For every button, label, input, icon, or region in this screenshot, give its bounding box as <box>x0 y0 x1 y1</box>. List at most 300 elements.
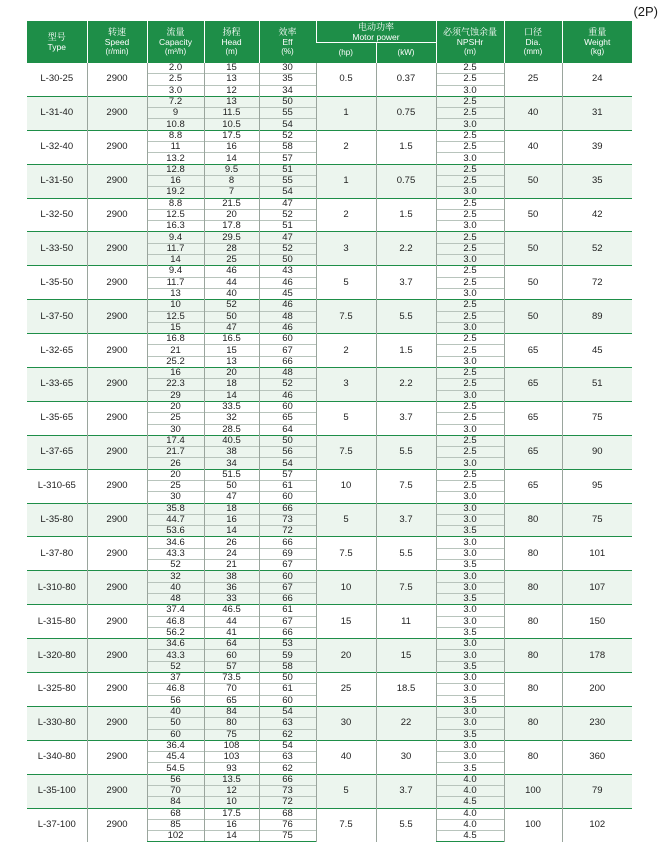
pump-spec-table <box>27 21 632 842</box>
eff-cell: 66 <box>259 774 316 785</box>
npshr-cell: 3.0 <box>436 616 504 627</box>
npshr-cell: 3.0 <box>436 153 504 164</box>
npshr-cell: 3.5 <box>436 593 504 604</box>
eff-cell: 48 <box>259 311 316 322</box>
motor-kw-cell: 3.7 <box>376 266 436 300</box>
head-cell: 12 <box>204 786 259 797</box>
motor-kw-cell: 5.5 <box>376 300 436 334</box>
weight-cell: 200 <box>562 673 632 707</box>
dia-cell: 80 <box>504 571 562 605</box>
weight-cell: 102 <box>562 808 632 842</box>
head-cell: 16 <box>204 819 259 830</box>
head-cell: 47 <box>204 322 259 333</box>
npshr-cell: 3.0 <box>436 548 504 559</box>
dia-cell: 65 <box>504 368 562 402</box>
npshr-cell: 3.0 <box>436 221 504 232</box>
npshr-cell: 3.0 <box>436 673 504 684</box>
dia-cell: 80 <box>504 740 562 774</box>
model-cell: L-35-100 <box>27 774 87 808</box>
capacity-cell: 102 <box>147 831 204 842</box>
motor-kw-cell: 1.5 <box>376 130 436 164</box>
table-row <box>27 706 632 717</box>
model-cell: L-315-80 <box>27 605 87 639</box>
npshr-cell: 3.0 <box>436 424 504 435</box>
header-dia: 口径 Dia. (mm) <box>504 21 562 63</box>
eff-cell: 46 <box>259 300 316 311</box>
capacity-cell: 12.5 <box>147 209 204 220</box>
capacity-cell: 60 <box>147 729 204 740</box>
eff-cell: 62 <box>259 763 316 774</box>
dia-cell: 80 <box>504 706 562 740</box>
table-row <box>27 808 632 819</box>
capacity-cell: 21 <box>147 345 204 356</box>
eff-cell: 60 <box>259 334 316 345</box>
eff-cell: 67 <box>259 582 316 593</box>
capacity-cell: 56.2 <box>147 627 204 638</box>
capacity-cell: 15 <box>147 322 204 333</box>
capacity-cell: 46.8 <box>147 684 204 695</box>
capacity-cell: 17.4 <box>147 435 204 446</box>
head-cell: 21 <box>204 560 259 571</box>
speed-cell: 2900 <box>87 368 147 402</box>
eff-cell: 46 <box>259 390 316 401</box>
npshr-cell: 3.0 <box>436 85 504 96</box>
eff-cell: 66 <box>259 537 316 548</box>
eff-cell: 54 <box>259 740 316 751</box>
head-cell: 13 <box>204 356 259 367</box>
eff-cell: 43 <box>259 266 316 277</box>
npshr-cell: 3.0 <box>436 514 504 525</box>
speed-cell: 2900 <box>87 537 147 571</box>
npshr-cell: 2.5 <box>436 164 504 175</box>
head-cell: 33 <box>204 593 259 604</box>
weight-cell: 107 <box>562 571 632 605</box>
npshr-cell: 3.0 <box>436 639 504 650</box>
header-motor-power: 电动功率 Motor power <box>316 21 436 43</box>
head-cell: 13.5 <box>204 774 259 785</box>
head-cell: 64 <box>204 639 259 650</box>
head-cell: 25 <box>204 255 259 266</box>
capacity-cell: 16 <box>147 368 204 379</box>
motor-kw-cell: 5.5 <box>376 435 436 469</box>
table-row <box>27 605 632 616</box>
model-cell: L-320-80 <box>27 639 87 673</box>
npshr-cell: 4.0 <box>436 819 504 830</box>
npshr-cell: 3.0 <box>436 752 504 763</box>
npshr-cell: 3.0 <box>436 288 504 299</box>
header-npshr: 必须气蚀余量 NPSHr (m) <box>436 21 504 63</box>
weight-cell: 79 <box>562 774 632 808</box>
speed-cell: 2900 <box>87 266 147 300</box>
weight-cell: 35 <box>562 164 632 198</box>
npshr-cell: 2.5 <box>436 277 504 288</box>
eff-cell: 54 <box>259 187 316 198</box>
eff-cell: 61 <box>259 480 316 491</box>
npshr-cell: 3.5 <box>436 695 504 706</box>
table-row <box>27 232 632 243</box>
motor-kw-cell: 0.37 <box>376 63 436 97</box>
motor-hp-cell: 2 <box>316 198 376 232</box>
weight-cell: 42 <box>562 198 632 232</box>
eff-cell: 52 <box>259 130 316 141</box>
motor-hp-cell: 40 <box>316 740 376 774</box>
dia-cell: 50 <box>504 198 562 232</box>
npshr-cell: 2.5 <box>436 447 504 458</box>
head-cell: 15 <box>204 345 259 356</box>
table-row <box>27 266 632 277</box>
npshr-cell: 3.0 <box>436 650 504 661</box>
eff-cell: 66 <box>259 356 316 367</box>
table-row <box>27 63 632 74</box>
weight-cell: 360 <box>562 740 632 774</box>
npshr-cell: 3.0 <box>436 255 504 266</box>
motor-hp-cell: 5 <box>316 774 376 808</box>
motor-kw-cell: 5.5 <box>376 537 436 571</box>
capacity-cell: 7.2 <box>147 96 204 107</box>
eff-cell: 52 <box>259 379 316 390</box>
dia-cell: 100 <box>504 808 562 842</box>
speed-cell: 2900 <box>87 130 147 164</box>
capacity-cell: 20 <box>147 469 204 480</box>
capacity-cell: 52 <box>147 661 204 672</box>
header-motor-hp: (hp) <box>316 43 376 63</box>
capacity-cell: 40 <box>147 706 204 717</box>
capacity-cell: 37.4 <box>147 605 204 616</box>
model-cell: L-37-50 <box>27 300 87 334</box>
motor-kw-cell: 11 <box>376 605 436 639</box>
capacity-cell: 9 <box>147 108 204 119</box>
head-cell: 51.5 <box>204 469 259 480</box>
eff-cell: 60 <box>259 401 316 412</box>
motor-kw-cell: 22 <box>376 706 436 740</box>
capacity-cell: 32 <box>147 571 204 582</box>
capacity-cell: 11.7 <box>147 277 204 288</box>
dia-cell: 25 <box>504 63 562 97</box>
capacity-cell: 35.8 <box>147 503 204 514</box>
speed-cell: 2900 <box>87 401 147 435</box>
eff-cell: 72 <box>259 797 316 808</box>
model-cell: L-31-40 <box>27 96 87 130</box>
dia-cell: 80 <box>504 673 562 707</box>
capacity-cell: 43.3 <box>147 548 204 559</box>
eff-cell: 62 <box>259 729 316 740</box>
eff-cell: 46 <box>259 322 316 333</box>
eff-cell: 50 <box>259 673 316 684</box>
model-cell: L-37-100 <box>27 808 87 842</box>
capacity-cell: 30 <box>147 424 204 435</box>
table-row <box>27 537 632 548</box>
model-cell: L-33-65 <box>27 368 87 402</box>
head-cell: 44 <box>204 616 259 627</box>
npshr-cell: 3.5 <box>436 661 504 672</box>
capacity-cell: 85 <box>147 819 204 830</box>
eff-cell: 52 <box>259 243 316 254</box>
head-cell: 38 <box>204 571 259 582</box>
weight-cell: 24 <box>562 63 632 97</box>
model-cell: L-325-80 <box>27 673 87 707</box>
head-cell: 60 <box>204 650 259 661</box>
head-cell: 9.5 <box>204 164 259 175</box>
table-row <box>27 368 632 379</box>
table-row <box>27 198 632 209</box>
eff-cell: 65 <box>259 413 316 424</box>
eff-cell: 56 <box>259 447 316 458</box>
weight-cell: 89 <box>562 300 632 334</box>
capacity-cell: 48 <box>147 593 204 604</box>
table-body <box>27 63 632 842</box>
head-cell: 29.5 <box>204 232 259 243</box>
npshr-cell: 3.0 <box>436 706 504 717</box>
speed-cell: 2900 <box>87 639 147 673</box>
head-cell: 13 <box>204 96 259 107</box>
head-cell: 17.8 <box>204 221 259 232</box>
motor-hp-cell: 1 <box>316 164 376 198</box>
model-cell: L-37-65 <box>27 435 87 469</box>
npshr-cell: 3.0 <box>436 503 504 514</box>
head-cell: 34 <box>204 458 259 469</box>
eff-cell: 63 <box>259 718 316 729</box>
capacity-cell: 11 <box>147 142 204 153</box>
dia-cell: 65 <box>504 469 562 503</box>
head-cell: 18 <box>204 503 259 514</box>
head-cell: 57 <box>204 661 259 672</box>
motor-kw-cell: 7.5 <box>376 469 436 503</box>
head-cell: 32 <box>204 413 259 424</box>
capacity-cell: 29 <box>147 390 204 401</box>
capacity-cell: 20 <box>147 401 204 412</box>
eff-cell: 47 <box>259 232 316 243</box>
motor-hp-cell: 7.5 <box>316 537 376 571</box>
head-cell: 46.5 <box>204 605 259 616</box>
head-cell: 16 <box>204 514 259 525</box>
npshr-cell: 4.0 <box>436 808 504 819</box>
model-cell: L-330-80 <box>27 706 87 740</box>
motor-kw-cell: 7.5 <box>376 571 436 605</box>
capacity-cell: 37 <box>147 673 204 684</box>
motor-hp-cell: 5 <box>316 401 376 435</box>
npshr-cell: 2.5 <box>436 469 504 480</box>
capacity-cell: 13.2 <box>147 153 204 164</box>
npshr-cell: 3.0 <box>436 571 504 582</box>
head-cell: 16.5 <box>204 334 259 345</box>
npshr-cell: 2.5 <box>436 63 504 74</box>
eff-cell: 47 <box>259 198 316 209</box>
head-cell: 33.5 <box>204 401 259 412</box>
motor-hp-cell: 10 <box>316 571 376 605</box>
motor-hp-cell: 25 <box>316 673 376 707</box>
capacity-cell: 16 <box>147 175 204 186</box>
npshr-cell: 2.5 <box>436 209 504 220</box>
motor-hp-cell: 2 <box>316 130 376 164</box>
speed-cell: 2900 <box>87 605 147 639</box>
motor-hp-cell: 5 <box>316 503 376 537</box>
weight-cell: 75 <box>562 401 632 435</box>
head-cell: 44 <box>204 277 259 288</box>
dia-cell: 50 <box>504 300 562 334</box>
model-cell: L-32-50 <box>27 198 87 232</box>
npshr-cell: 2.5 <box>436 311 504 322</box>
motor-kw-cell: 1.5 <box>376 334 436 368</box>
head-cell: 18 <box>204 379 259 390</box>
table-row <box>27 130 632 141</box>
npshr-cell: 2.5 <box>436 334 504 345</box>
header-eff: 效率 Eff (%) <box>259 21 316 63</box>
head-cell: 17.5 <box>204 130 259 141</box>
capacity-cell: 25.2 <box>147 356 204 367</box>
eff-cell: 46 <box>259 277 316 288</box>
npshr-cell: 3.0 <box>436 356 504 367</box>
weight-cell: 39 <box>562 130 632 164</box>
weight-cell: 230 <box>562 706 632 740</box>
npshr-cell: 3.5 <box>436 729 504 740</box>
speed-cell: 2900 <box>87 774 147 808</box>
npshr-cell: 2.5 <box>436 198 504 209</box>
speed-cell: 2900 <box>87 232 147 266</box>
capacity-cell: 25 <box>147 480 204 491</box>
motor-kw-cell: 18.5 <box>376 673 436 707</box>
npshr-cell: 3.0 <box>436 187 504 198</box>
capacity-cell: 14 <box>147 255 204 266</box>
dia-cell: 80 <box>504 605 562 639</box>
model-cell: L-310-65 <box>27 469 87 503</box>
eff-cell: 73 <box>259 514 316 525</box>
motor-hp-cell: 20 <box>316 639 376 673</box>
capacity-cell: 10.8 <box>147 119 204 130</box>
npshr-cell: 3.0 <box>436 119 504 130</box>
dia-cell: 50 <box>504 164 562 198</box>
table-row <box>27 435 632 446</box>
capacity-cell: 21.7 <box>147 447 204 458</box>
npshr-cell: 2.5 <box>436 130 504 141</box>
head-cell: 14 <box>204 153 259 164</box>
eff-cell: 66 <box>259 503 316 514</box>
capacity-cell: 13 <box>147 288 204 299</box>
weight-cell: 101 <box>562 537 632 571</box>
weight-cell: 72 <box>562 266 632 300</box>
model-cell: L-31-50 <box>27 164 87 198</box>
head-cell: 52 <box>204 300 259 311</box>
npshr-cell: 2.5 <box>436 142 504 153</box>
table-row <box>27 503 632 514</box>
eff-cell: 58 <box>259 142 316 153</box>
speed-cell: 2900 <box>87 503 147 537</box>
head-cell: 28 <box>204 243 259 254</box>
speed-cell: 2900 <box>87 164 147 198</box>
table-row <box>27 469 632 480</box>
speed-cell: 2900 <box>87 300 147 334</box>
head-cell: 36 <box>204 582 259 593</box>
head-cell: 14 <box>204 831 259 842</box>
head-cell: 8 <box>204 175 259 186</box>
eff-cell: 73 <box>259 786 316 797</box>
motor-kw-cell: 0.75 <box>376 96 436 130</box>
capacity-cell: 16.8 <box>147 334 204 345</box>
eff-cell: 50 <box>259 435 316 446</box>
head-cell: 28.5 <box>204 424 259 435</box>
head-cell: 47 <box>204 492 259 503</box>
motor-kw-cell: 3.7 <box>376 503 436 537</box>
npshr-cell: 3.5 <box>436 560 504 571</box>
head-cell: 21.5 <box>204 198 259 209</box>
motor-kw-cell: 15 <box>376 639 436 673</box>
npshr-cell: 4.0 <box>436 774 504 785</box>
motor-kw-cell: 30 <box>376 740 436 774</box>
eff-cell: 58 <box>259 661 316 672</box>
speed-cell: 2900 <box>87 740 147 774</box>
npshr-cell: 2.5 <box>436 108 504 119</box>
dia-cell: 80 <box>504 537 562 571</box>
motor-hp-cell: 7.5 <box>316 300 376 334</box>
head-cell: 103 <box>204 752 259 763</box>
speed-cell: 2900 <box>87 706 147 740</box>
head-cell: 17.5 <box>204 808 259 819</box>
npshr-cell: 3.5 <box>436 627 504 638</box>
capacity-cell: 54.5 <box>147 763 204 774</box>
model-cell: L-30-25 <box>27 63 87 97</box>
npshr-cell: 3.0 <box>436 740 504 751</box>
capacity-cell: 8.8 <box>147 198 204 209</box>
eff-cell: 57 <box>259 469 316 480</box>
table-header <box>27 21 632 63</box>
weight-cell: 31 <box>562 96 632 130</box>
eff-cell: 61 <box>259 684 316 695</box>
eff-cell: 67 <box>259 345 316 356</box>
dia-cell: 50 <box>504 232 562 266</box>
motor-hp-cell: 3 <box>316 368 376 402</box>
motor-kw-cell: 5.5 <box>376 808 436 842</box>
capacity-cell: 52 <box>147 560 204 571</box>
eff-cell: 61 <box>259 605 316 616</box>
weight-cell: 178 <box>562 639 632 673</box>
table-row <box>27 300 632 311</box>
motor-hp-cell: 30 <box>316 706 376 740</box>
eff-cell: 69 <box>259 548 316 559</box>
motor-kw-cell: 2.2 <box>376 368 436 402</box>
eff-cell: 45 <box>259 288 316 299</box>
dia-cell: 40 <box>504 96 562 130</box>
npshr-cell: 2.5 <box>436 480 504 491</box>
npshr-cell: 3.0 <box>436 322 504 333</box>
header-model: 型号 Type <box>27 21 87 63</box>
eff-cell: 51 <box>259 164 316 175</box>
capacity-cell: 45.4 <box>147 752 204 763</box>
header-head: 扬程 Head (m) <box>204 21 259 63</box>
eff-cell: 54 <box>259 458 316 469</box>
head-cell: 10 <box>204 797 259 808</box>
head-cell: 24 <box>204 548 259 559</box>
capacity-cell: 26 <box>147 458 204 469</box>
speed-cell: 2900 <box>87 435 147 469</box>
motor-hp-cell: 10 <box>316 469 376 503</box>
head-cell: 65 <box>204 695 259 706</box>
head-cell: 70 <box>204 684 259 695</box>
dia-cell: 65 <box>504 435 562 469</box>
npshr-cell: 4.0 <box>436 786 504 797</box>
capacity-cell: 46.8 <box>147 616 204 627</box>
dia-cell: 65 <box>504 401 562 435</box>
capacity-cell: 84 <box>147 797 204 808</box>
header-capacity: 流量 Capacity (m³/h) <box>147 21 204 63</box>
capacity-cell: 11.7 <box>147 243 204 254</box>
motor-kw-cell: 1.5 <box>376 198 436 232</box>
speed-cell: 2900 <box>87 96 147 130</box>
eff-cell: 72 <box>259 526 316 537</box>
eff-cell: 52 <box>259 209 316 220</box>
speed-cell: 2900 <box>87 198 147 232</box>
eff-cell: 75 <box>259 831 316 842</box>
dia-cell: 80 <box>504 639 562 673</box>
table-row <box>27 639 632 650</box>
